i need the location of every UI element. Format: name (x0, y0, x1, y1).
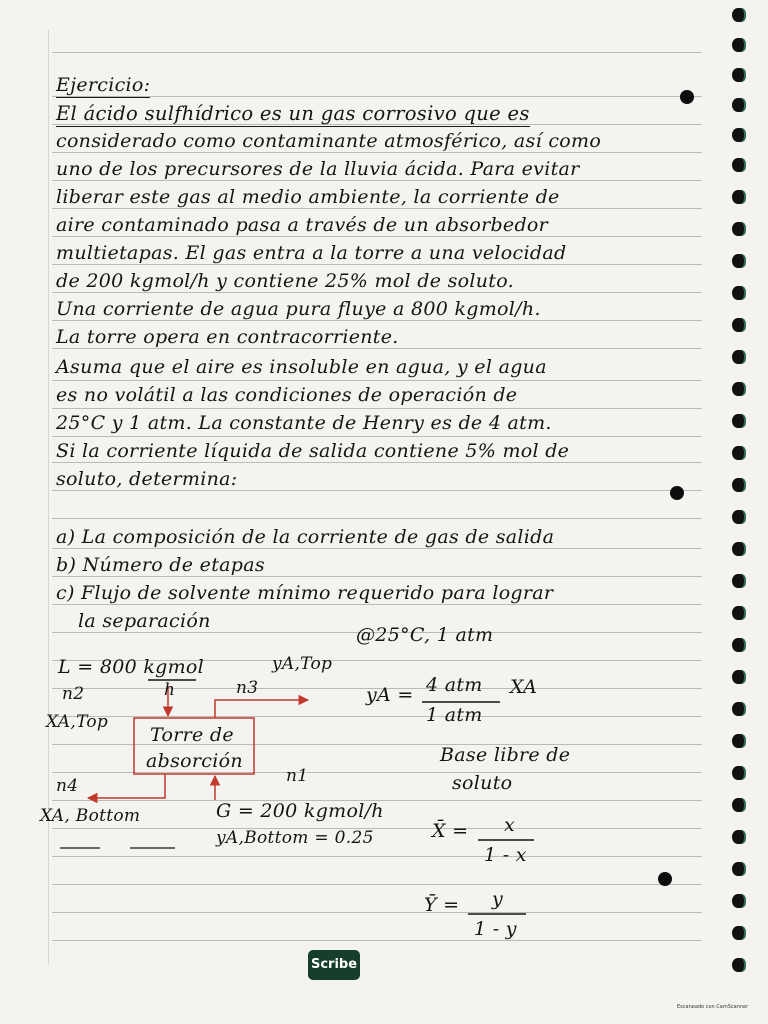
henry-lhs: yA = (366, 684, 414, 706)
liquid-flow-label: L = 800 kgmol (58, 656, 205, 678)
ya-bottom-label: yA,Bottom = 0.25 (216, 828, 374, 848)
text-line: Asuma que el aire es insoluble en agua, y el agua (56, 356, 547, 378)
question-c-continued: la separación (78, 610, 211, 632)
liquid-flow-unit: h (164, 680, 176, 700)
text-line: aire contaminado pasa a través de un absorbedor (56, 214, 549, 236)
tower-label-line1: Torre de (150, 724, 234, 746)
gas-outlet-arrow (215, 700, 308, 718)
basis-title-continued: soluto (452, 772, 513, 794)
conditions-note: @25°C, 1 atm (356, 624, 494, 646)
text-line: soluto, determina: (56, 468, 238, 490)
X-equation-lhs: X̄ = (432, 820, 469, 842)
text-line: El ácido sulfhídrico es un gas corrosivo que es (56, 102, 530, 125)
question-c: c) Flujo de solvente mínimo requerido para lograr (56, 582, 554, 604)
henry-denominator: 1 atm (426, 704, 483, 726)
tower-label-line2: absorción (146, 750, 243, 772)
question-b: b) Número de etapas (56, 554, 265, 576)
Y-denominator: 1 - y (474, 918, 517, 940)
stream-n3-label: n3 (236, 678, 259, 698)
text-line: 25°C y 1 atm. La constante de Henry es de 4 atm. (56, 412, 552, 434)
text-line: uno de los precursores de la lluvia ácida. Para evitar (56, 158, 580, 180)
exercise-heading: Ejercicio: (56, 74, 151, 96)
text-line: Una corriente de agua pura fluye a 800 kgmol/h. (56, 298, 541, 320)
text-line: liberar este gas al medio ambiente, la corriente de (56, 186, 560, 208)
scribe-badge[interactable]: Scribe (308, 950, 360, 980)
X-denominator: 1 - x (484, 844, 527, 866)
liquid-outlet-arrow (88, 774, 165, 798)
X-numerator: x (504, 814, 516, 836)
text-line: es no volátil a las condiciones de operación de (56, 384, 518, 406)
xa-bottom-label: XA, Bottom (40, 806, 141, 826)
Y-numerator: y (492, 888, 504, 910)
henry-numerator: 4 atm (426, 674, 483, 696)
stream-n1-label: n1 (286, 766, 309, 786)
text-line: multietapas. El gas entra a la torre a una velocidad (56, 242, 567, 264)
Y-equation-lhs: Ȳ = (424, 894, 460, 916)
henry-variable: XA (510, 676, 538, 698)
stream-n4-label: n4 (56, 776, 79, 796)
text-line: considerado como contaminante atmosférico, así como (56, 130, 602, 152)
text-line: La torre opera en contracorriente. (56, 326, 399, 348)
basis-title: Base libre de (440, 744, 571, 766)
scanner-watermark: Escaneado con CamScanner (677, 1004, 749, 1010)
xa-top-label: XA,Top (46, 712, 109, 732)
question-a: a) La composición de la corriente de gas de salida (56, 526, 555, 548)
stream-n2-label: n2 (62, 684, 85, 704)
gas-flow-label: G = 200 kgmol/h (216, 800, 384, 822)
text-line: Si la corriente líquida de salida contiene 5% mol de (56, 440, 570, 462)
ya-top-label: yA,Top (272, 654, 333, 674)
text-line: de 200 kgmol/h y contiene 25% mol de soluto. (56, 270, 514, 292)
